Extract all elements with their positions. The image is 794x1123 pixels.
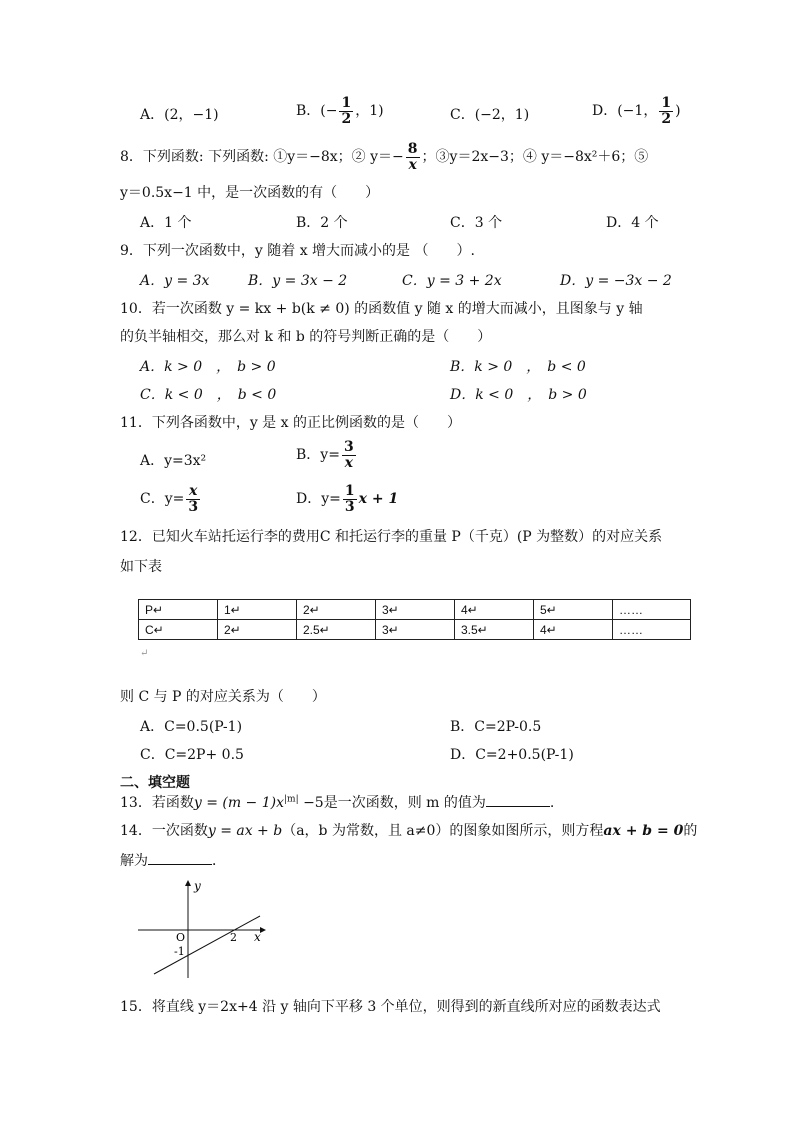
q13-stem: 13．若函数$y = (m - 1)x^{|m|} -5$是一次函数，则 m 的值为 . — [120, 794, 555, 811]
table-cell: 4↵ — [455, 600, 534, 620]
q7-option-c: C．(−2，1) — [450, 107, 530, 123]
q9-option-b: B．y = 3x − 2 — [248, 273, 348, 289]
fraction: $\frac{3}{x}$ — [343, 439, 354, 471]
y-axis-label: y — [194, 879, 201, 893]
table-cell: …… — [613, 620, 691, 640]
table-cell: …… — [613, 600, 691, 620]
q14-stem-line2: 解为 ． — [120, 853, 226, 869]
q7-option-d: D．(−1， $\frac{1}{2}$ ) — [592, 95, 681, 127]
table-cell: 3.5↵ — [455, 620, 534, 640]
table-cell: 2↵ — [218, 620, 297, 640]
table-cell: 1↵ — [218, 600, 297, 620]
q8-option-c: C．3 个 — [450, 215, 503, 231]
function-graph — [130, 878, 270, 980]
fraction: $\frac{1}{3}$ — [344, 483, 355, 515]
q10-stem-line1: 10．若一次函数 y = kx + b(k ≠ 0) 的函数值 y 随 x 的增大而减小，且图象与 y 轴 — [120, 301, 643, 317]
q8-stem-line2: y＝0.5x−1 中，是一次函数的有（ ） — [120, 185, 380, 201]
q10-option-b: B．k > 0 ， b < 0 — [450, 359, 586, 375]
q11-option-c: C．y= $\frac{x}{3}$ — [140, 483, 199, 515]
q14-stem-line1: 14．一次函数y = ax + b（a，b 为常数，且 a≠0）的图象如图所示，则方程ax + b = 0的 — [120, 823, 698, 839]
q9-option-c: C．y = 3 + 2x — [402, 273, 502, 289]
q9-stem: 9．下列一次函数中，y 随着 x 增大而减小的是 （ ）. — [120, 243, 475, 259]
q8-option-b: B．2 个 — [296, 215, 348, 231]
q8-stem-line1: 8．下列函数: 下列函数: ①y＝−8x；② y＝− $\frac{8}{x}$ ；③y＝2x−3；④ y＝−8x²＋6；⑤ — [120, 141, 649, 173]
y-intercept-label: -1 — [174, 945, 185, 958]
x-axis-label: x — [254, 930, 261, 944]
fraction: $\frac{1}{2}$ — [341, 95, 352, 127]
q12-option-c: C．C=2P+ 0.5 — [140, 747, 244, 763]
x-intercept-label: 2 — [230, 931, 237, 944]
table-cell: 2.5↵ — [297, 620, 376, 640]
table-row — [139, 620, 691, 640]
q15-stem: 15．将直线 y＝2x+4 沿 y 轴向下平移 3 个单位，则得到的新直线所对应的函数表达式 — [120, 999, 661, 1015]
q10-option-c: C．k < 0 ， b < 0 — [140, 387, 277, 403]
table-cell: 3↵ — [376, 600, 455, 620]
q12-option-a: A．C=0.5(P-1) — [140, 719, 243, 735]
q12-option-b: B．C=2P-0.5 — [450, 719, 542, 735]
q11-stem: 11．下列各函数中，y 是 x 的正比例函数的是（ ） — [120, 415, 461, 431]
table-cell: P↵ — [139, 600, 218, 620]
q7-option-b: B．(− $\frac{1}{2}$ ，1) — [296, 95, 384, 127]
table-cell: 2↵ — [297, 600, 376, 620]
origin-label: O — [176, 931, 186, 944]
table-cell: 3↵ — [376, 620, 455, 640]
relation-table — [138, 599, 691, 640]
q7-option-a: A．(2，−1) — [140, 107, 219, 123]
paragraph-mark: ↵ — [140, 648, 149, 659]
q10-option-d: D．k < 0 ， b > 0 — [450, 387, 587, 403]
x-axis-arrow-icon — [260, 927, 266, 933]
answer-blank[interactable] — [148, 852, 212, 865]
q12-stem-line2: 如下表 — [120, 559, 162, 575]
q12-question: 则 C 与 P 的对应关系为（ ） — [120, 689, 326, 705]
q9-option-d: D．y = −3x − 2 — [560, 273, 672, 289]
q9-option-a: A．y = 3x — [140, 273, 210, 289]
fraction: $\frac{1}{2}$ — [661, 95, 672, 127]
q11-option-d: D．y= $\frac{1}{3}$ x + 1 — [296, 483, 399, 515]
q12-stem-line1: 12．已知火车站托运行李的费用C 和托运行李的重量 P（千克）(P 为整数）的对应关系 — [120, 529, 663, 545]
table-cell: 5↵ — [534, 600, 613, 620]
q11-option-b: B．y= $\frac{3}{x}$ — [296, 439, 354, 471]
q12-option-d: D．C=2+0.5(P-1) — [450, 747, 574, 763]
function-line — [154, 916, 260, 974]
fraction: $\frac{x}{3}$ — [188, 483, 199, 515]
fraction: $\frac{8}{x}$ — [407, 141, 418, 173]
q10-option-a: A．k > 0 ， b > 0 — [140, 359, 276, 375]
q10-stem-line2: 的负半轴相交，那么对 k 和 b 的符号判断正确的是（ ） — [120, 329, 492, 345]
table-cell: C↵ — [139, 620, 218, 640]
table-row — [139, 600, 691, 620]
q8-option-d: D．4 个 — [606, 215, 659, 231]
answer-blank[interactable] — [486, 794, 550, 807]
y-axis-arrow-icon — [185, 880, 191, 886]
section-title: 二、填空题 — [120, 775, 190, 791]
q8-option-a: A．1 个 — [140, 215, 192, 231]
q11-option-a: A．y=3x² — [140, 453, 207, 469]
table-cell: 4↵ — [534, 620, 613, 640]
